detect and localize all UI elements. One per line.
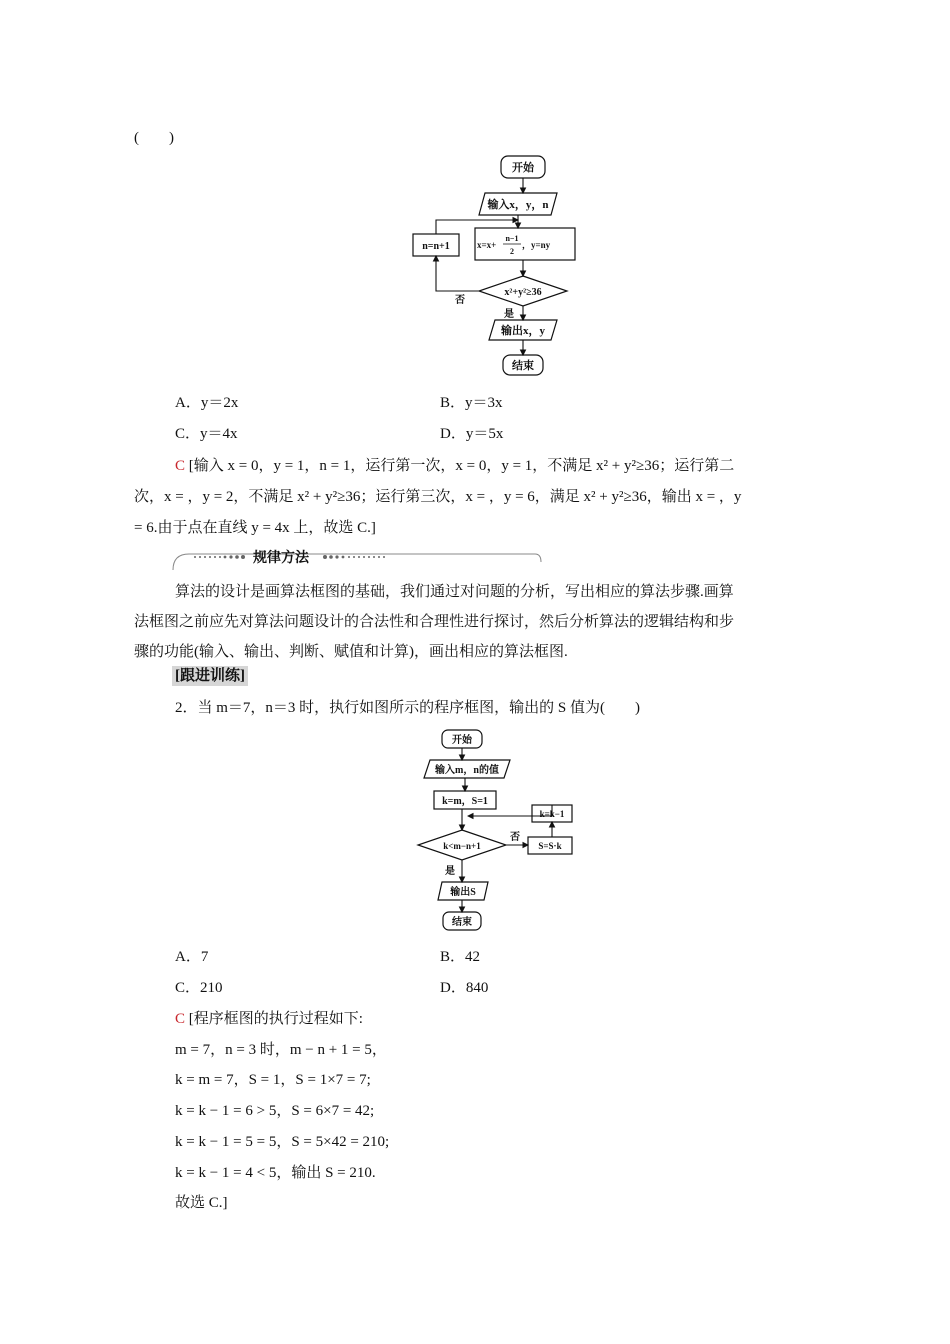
decrement-label: k=k−1 xyxy=(539,809,565,819)
yes-label-2: 是 xyxy=(445,866,455,877)
option-d: D．y＝5x xyxy=(440,426,504,442)
option-c-2: C．210 xyxy=(175,980,223,996)
option-d-2: D．840 xyxy=(440,980,489,996)
flowchart-2 xyxy=(412,724,587,936)
solution-line-1: m = 7，n = 3 时，m − n + 1 = 5， xyxy=(175,1042,387,1058)
solution-line-3: k = k − 1 = 6 > 5，S = 6×7 = 42; xyxy=(175,1103,375,1119)
method-banner xyxy=(165,548,545,574)
method-line-2: 法框图之前应先对算法问题设计的合法性和合理性进行探讨，然后分析算法的逻辑结构和步 xyxy=(134,614,735,630)
solution-line-4: k = k − 1 = 5 = 5，S = 5×42 = 210; xyxy=(175,1134,390,1150)
update-label-b: ，y=ny xyxy=(522,240,551,250)
no-label-2: 否 xyxy=(510,832,520,843)
method-title: 规律方法 xyxy=(253,549,309,565)
start-label: 开始 xyxy=(512,162,534,174)
flowchart-1 xyxy=(405,150,585,382)
answer-letter: C xyxy=(175,458,186,474)
answer-letter-2: C xyxy=(175,1011,186,1027)
yes-label: 是 xyxy=(504,309,514,320)
solution-line-5: k = k − 1 = 4 < 5，输出 S = 210. xyxy=(175,1165,376,1181)
answer-1 xyxy=(175,454,734,475)
solution-line-6: 故选 C.] xyxy=(175,1195,228,1211)
option-c: C．y＝4x xyxy=(175,426,238,442)
question-bracket: ( ) xyxy=(134,130,174,146)
init-label: k=m，S=1 xyxy=(442,796,488,807)
output-label-2: 输出S xyxy=(450,887,476,898)
frac-denominator: 2 xyxy=(510,247,514,256)
start-label-2: 开始 xyxy=(452,735,472,746)
end-label-2: 结束 xyxy=(452,917,472,928)
input-label: 输入x，y，n xyxy=(487,199,549,211)
input-label-2: 输入m，n的值 xyxy=(435,765,499,776)
option-a-2: A．7 xyxy=(175,949,209,965)
increment-label: n=n+1 xyxy=(422,241,450,252)
option-b-2: B．42 xyxy=(440,949,481,965)
frac-numerator: n−1 xyxy=(505,234,519,243)
explanation-line-2: 次，x = ，y = 2，不满足 x² + y²≥36；运行第三次，x = ，y = 6，满足 x² + y²≥36，输出 x = ，y xyxy=(134,489,742,505)
end-label: 结束 xyxy=(512,360,534,372)
option-a: A．y＝2x xyxy=(175,395,239,411)
question-2: 2．当 m＝7，n＝3 时，执行如图所示的程序框图，输出的 S 值为( ) xyxy=(175,700,641,716)
answer-2 xyxy=(175,1007,363,1028)
mult-label: S=S·k xyxy=(538,841,562,851)
practice-tag: [跟进训练] xyxy=(172,666,248,686)
output-label: 输出x，y xyxy=(501,325,545,337)
condition-label-2: k<m−n+1 xyxy=(443,841,481,851)
solution-line-2: k = m = 7，S = 1，S = 1×7 = 7; xyxy=(175,1072,371,1088)
no-label: 否 xyxy=(455,295,465,306)
explanation-line-3: = 6.由于点在直线 y = 4x 上，故选 C.] xyxy=(134,520,376,536)
condition-label: x²+y²≥36 xyxy=(504,287,542,298)
solution-line-0: [程序框图的执行过程如下: xyxy=(188,1011,363,1027)
update-label-a: x=x+ xyxy=(477,240,497,250)
option-b: B．y＝3x xyxy=(440,395,503,411)
explanation-line-1: [输入 x = 0，y = 1，n = 1，运行第一次，x = 0，y = 1，不满足 x² + y²≥36；运行第二 xyxy=(188,458,735,474)
method-line-3: 骤的功能(输入、输出、判断、赋值和计算)，画出相应的算法框图. xyxy=(134,644,568,660)
method-line-1: 算法的设计是画算法框图的基础，我们通过对问题的分析，写出相应的算法步骤.画算 xyxy=(175,584,734,600)
